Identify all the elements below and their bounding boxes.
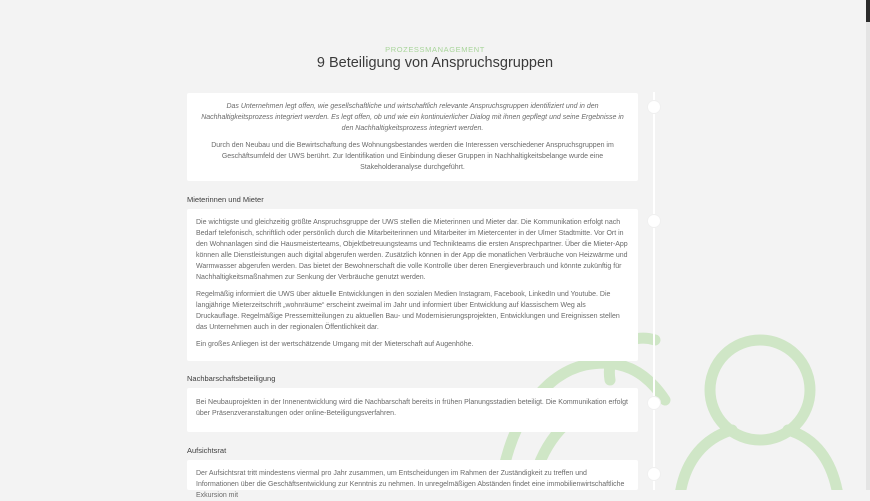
section-heading-aufsichtsrat: Aufsichtsrat xyxy=(187,446,227,455)
section-paragraph: Ein großes Anliegen ist der wertschätzende Umgang mit der Mieterschaft auf Augenhöhe. xyxy=(196,341,474,348)
page-title: 9 Beteiligung von Anspruchsgruppen xyxy=(316,55,554,71)
section-paragraph: Der Aufsichtsrat tritt mindestens viermal pro Jahr zusammen, um Entscheidungen im Rahmen der Zuständigkeit zu treffen und Informationen über die Geschäftsentwicklung zur Kenntnis zu nehmen. In unregelmäßigen Abständen findet eine immobilienwirtschaftliche Exkursion mit xyxy=(196,470,625,499)
section-card-nachbarschaft xyxy=(187,388,638,432)
section-heading-mieter: Mieterinnen und Mieter xyxy=(187,195,264,204)
timeline-dot xyxy=(648,468,660,480)
section-label: PROZESSMANAGEMENT xyxy=(385,45,485,54)
timeline-dot xyxy=(648,101,660,113)
section-paragraph: Regelmäßig informiert die UWS über aktuelle Entwicklungen in den sozialen Medien Instagram, Facebook, LinkedIn und Youtube. Die langjährige Mieterzeitschrift „wohnräume“ erscheint zweimal im Jahr und informiert über Entwicklung auf klassischem Weg als Druckauflage. Regelmäßige Pressemitteilungen zu aktuellen Bau- und Modernisierungsprojekten, Entwicklungen und Ereignissen stellen das Unternehmen auch in der regionalen Öffentlichkeit dar. xyxy=(196,291,620,331)
timeline-dot xyxy=(648,215,660,227)
intro-quote: Das Unternehmen legt offen, wie gesellschaftliche und wirtschaftlich relevante Anspruchsgruppen identifiziert und in den Nachhaltigkeitsprozess integriert werden. Es legt offen, ob und wie ein kontinuierlicher Dialog mit ihnen gepflegt und seine Ergebnisse in den Nachhaltigkeitsprozess integriert werden. xyxy=(201,103,624,132)
section-paragraph: Bei Neubauprojekten in der Innenentwicklung wird die Nachbarschaft bereits in frühen Planungsstadien beteiligt. Die Kommunikation erfolgt über Präsenzveranstaltungen oder online-Beteiligungsverfahren. xyxy=(196,399,628,417)
timeline-line xyxy=(653,92,655,490)
section-heading-nachbarschaft: Nachbarschaftsbeteiligung xyxy=(187,374,276,383)
timeline-dot xyxy=(648,397,660,409)
intro-card xyxy=(187,93,638,181)
section-paragraph: Die wichtigste und gleichzeitig größte Anspruchsgruppe der UWS stellen die Mieterinnen und Mieter dar. Die Kommunikation erfolgt nach Bedarf telefonisch, schriftlich oder persönlich durch die Mitarbeiterinnen und Mitarbeiter im Mietercenter in der Ulmer Stadtmitte. Vor Ort in den Wohnanlagen sind die Hausmeisterteams, Objektbetreuungsteams und Technikteams die ersten Ansprechpartner. Über die Mieter-App können alle Dienstleistungen auch digital abgerufen werden. Zusätzlich können in der App die monatlichen Verbräuche von Heizwärme und Warmwasser abgerufen werden. Das bietet der Bewohnerschaft die volle Kontrolle über deren Energieverbrauch und könnte zukünftig für Nachhaltigkeitsmaßnahmen zur Senkung der Verbräuche genutzt werden. xyxy=(196,219,628,281)
scrollbar[interactable] xyxy=(866,0,870,490)
scrollbar-thumb[interactable] xyxy=(866,0,870,22)
section-card-aufsichtsrat xyxy=(187,460,638,499)
section-card-mieter xyxy=(187,209,638,361)
intro-body: Durch den Neubau und die Bewirtschaftung des Wohnungsbestandes werden die Interessen verschiedener Anspruchsgruppen im Geschäftsumfeld der UWS berührt. Zur Identifikation und Einbindung dieser Gruppen in Nachhaltigkeitsbelange wurde eine Stakeholderanalyse durchgeführt. xyxy=(211,142,614,171)
